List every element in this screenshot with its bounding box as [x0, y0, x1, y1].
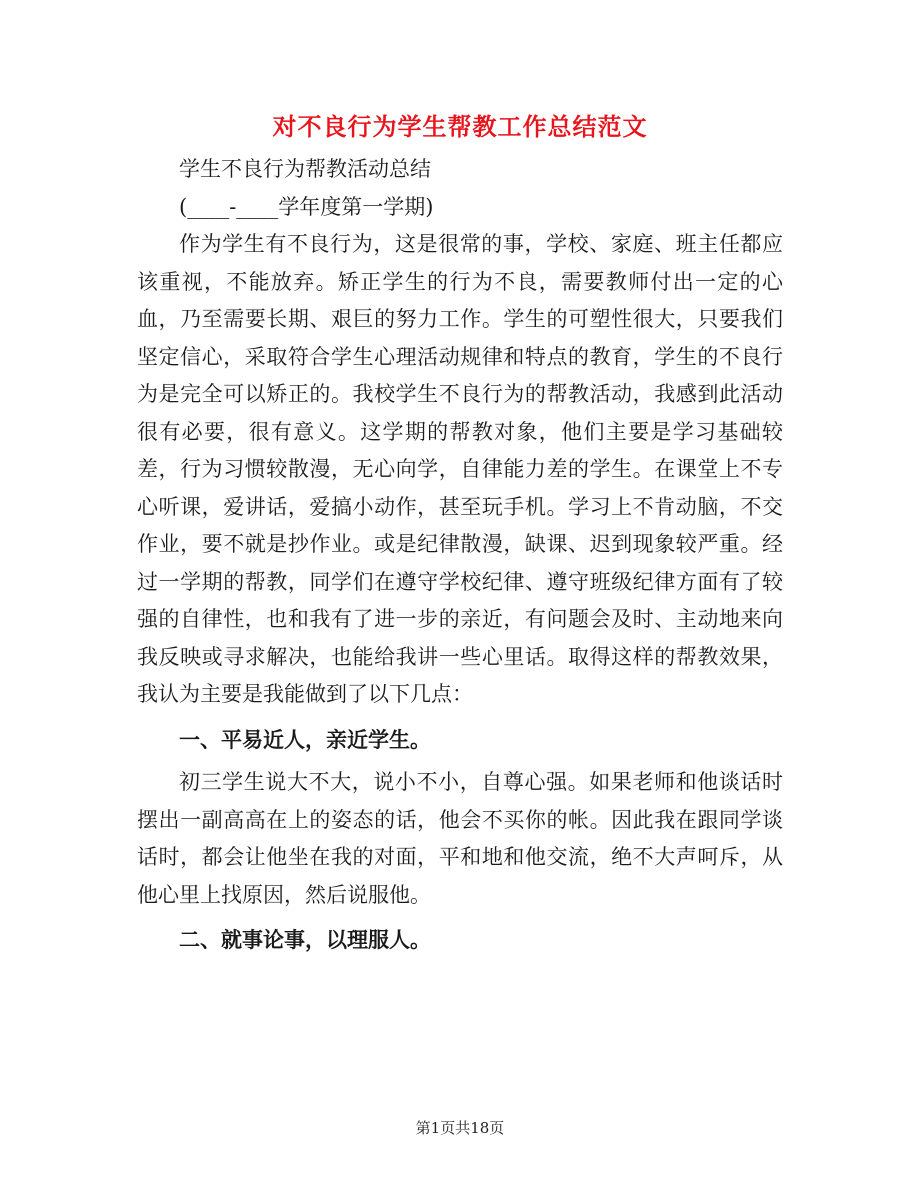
section-1-paragraph: 初三学生说大不大，说小不小，自尊心强。如果老师和他谈话时摆出一副高高在上的姿态的话，他会不买你的帐。因此我在跟同学谈话时，都会让他坐在我的对面，平和地和他交流，绝不大声呵斥，从他心里上找原因，然后说服他。	[137, 770, 783, 907]
subtitle: 学生不良行为帮教活动总结	[179, 157, 431, 181]
page-number-footer: 第1页共18页	[415, 1119, 505, 1137]
section-heading-1: 一、平易近人，亲近学生。	[179, 726, 431, 752]
section-heading-2: 二、就事论事，以理服人。	[179, 927, 431, 952]
document-body	[137, 151, 783, 965]
term-line: (____-____学年度第一学期)	[179, 194, 434, 219]
intro-paragraph: 作为学生有不良行为，这是很常的事，学校、家庭、班主任都应该重视，不能放弃。矫正学生的行为不良，需要教师付出一定的心血，乃至需要长期、艰巨的努力工作。学生的可塑性很大，只要我们坚定信心，采取符合学生心理活动规律和特点的教育，学生的不良行为是完全可以矫正的。我校学生不良行为的帮教活动，我感到此活动很有必要，很有意义。这学期的帮教对象，他们主要是学习基础较差，行为习惯较散漫，无心向学，自律能力差的学生。在课堂上不专心听课，爱讲话，爱搞小动作，甚至玩手机。学习上不肯动脑，不交作业，要不就是抄作业。或是纪律散漫，缺课、迟到现象较严重。经过一学期的帮教，同学们在遵守学校纪律、遵守班级纪律方面有了较强的自律性，也和我有了进一步的亲近，有问题会及时、主动地来向我反映或寻求解决，也能给我讲一些心里话。取得这样的帮教效果，我认为主要是我能做到了以下几点：	[137, 232, 783, 706]
document-title: 对不良行为学生帮教工作总结范文	[272, 112, 648, 141]
